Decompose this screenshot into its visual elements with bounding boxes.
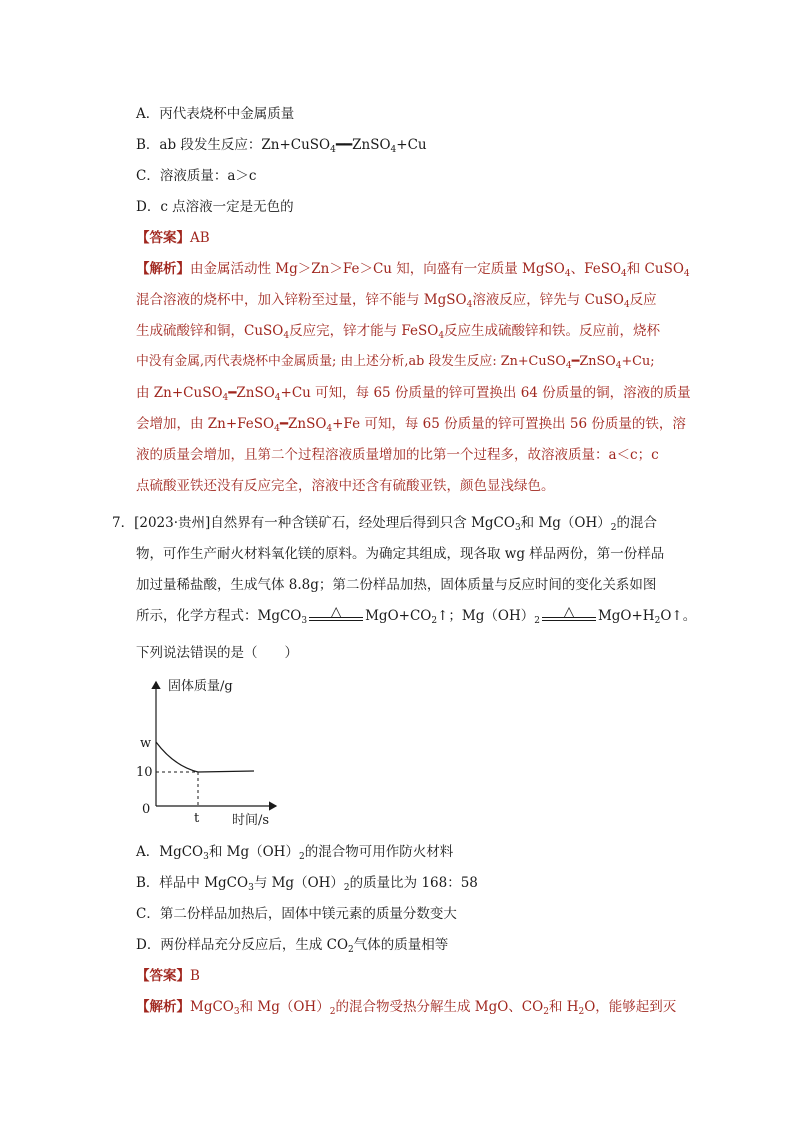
origin-label: 0 [142,802,151,817]
x-tick-label-t: t [194,811,200,826]
option-d-q6: D．c 点溶液一定是无色的 [136,199,294,215]
analysis-q6-line3: 生成硫酸锌和铜，CuSO$_4$反应完，锌才能与 FeSO$_4$反应生成硫酸锌和铁。反应前，烧杯 [136,323,661,341]
question-7-ask: 下列说法错误的是（ ） [136,645,298,661]
answer-q6: 【答案】AB [136,230,210,246]
question-7-line1: 7．[2023·贵州]自然界有一种含镁矿石，经处理后得到只含 MgCO$_3$和 $Mg(OH)_2$的混合 [112,515,658,533]
analysis-q6-line1: 【解析】由金属活动性 Mg＞Zn＞Fe＞Cu 知，向盛有一定质量 MgSO$_4$、FeSO$_4$和 CuSO$_4$ [136,261,690,279]
heat-arrow: △ [307,606,365,626]
option-a-q6: A．丙代表烧杯中金属质量 [136,106,295,122]
option-d-q7: D．两份样品充分反应后，生成 $CO_2$气体的质量相等 [136,937,449,955]
option-b-q6: B．ab 段发生反应：Zn+CuSO$_4$━━ZnSO$_4$+Cu [136,137,427,155]
series-line [156,742,254,772]
heat-arrow: △ [540,606,598,626]
analysis-q6-line2: 混合溶液的烧杯中，加入锌粉至过量，锌不能与 MgSO$_4$溶液反应，锌先与 CuSO$_4$反应 [136,292,657,310]
analysis-q6-line4: 中没有金属,丙代表烧杯中金属质量; 由上述分析,ab 段发生反应: Zn+CuSO$_4$━ZnSO$_4$+Cu; [136,354,655,371]
analysis-q7-line1: 【解析】MgCO$_3$和 $Mg(OH)_2$的混合物受热分解生成 MgO、$CO_2$和 $H_2O$，能够起到灭 [136,999,677,1017]
analysis-q6-line5: 由 Zn+CuSO$_4$━ZnSO$_4$+Cu 可知，每 65 份质量的锌可置换出 64 份质量的铜，溶液的质量 [136,385,691,403]
y-axis-label: 固体质量/g [168,679,233,694]
option-a-q7: A．MgCO$_3$和 $Mg(OH)_2$的混合物可用作防火材料 [136,844,454,862]
y-tick-label-w: w [140,736,152,751]
option-c-q7: C．第二份样品加热后，固体中镁元素的质量分数变大 [136,906,457,922]
analysis-q6-line7: 液的质量会增加，且第二个过程溶液质量增加的比第一个过程多，故溶液质量：a＜c；c [136,447,659,463]
y-tick-label-10: 10 [136,765,153,780]
analysis-q6-line6: 会增加，由 Zn+FeSO$_4$━ZnSO$_4$+Fe 可知，每 65 份质量的锌可置换出 56 份质量的铁，溶 [136,416,686,434]
question-7-line4: 所示，化学方程式：MgCO$_3$ △ $MgO+CO_2↑$；$Mg(OH)_2$ △ $MgO+H_2O↑$。 [136,604,697,626]
option-c-q6: C．溶液质量：a＞c [136,168,257,184]
option-b-q7: B．样品中 MgCO$_3$与 $Mg(OH)_2$的质量比为 168：58 [136,875,478,893]
x-axis-label: 时间/s [232,813,270,828]
mass-time-chart [130,670,290,830]
answer-q7: 【答案】B [136,968,200,984]
analysis-q6-line8: 点硫酸亚铁还没有反应完全，溶液中还含有硫酸亚铁，颜色显浅绿色。 [136,478,555,494]
question-7-line2: 物，可作生产耐火材料氧化镁的原料。为确定其组成，现各取 wg 样品两份，第一份样品 [136,546,665,562]
question-7-line3: 加过量稀盐酸，生成气体 8.8g；第二份样品加热，固体质量与反应时间的变化关系如图 [136,577,657,593]
